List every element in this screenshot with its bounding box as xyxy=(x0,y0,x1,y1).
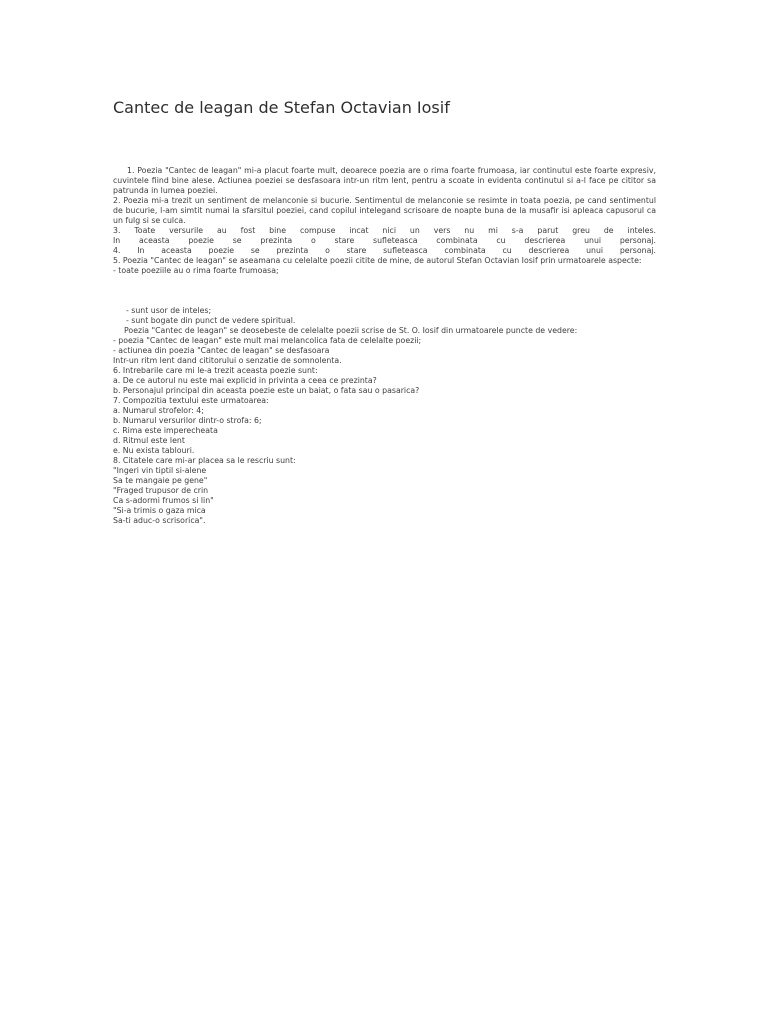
quote-line-4: Ca s-adormi frumos si lin" xyxy=(113,496,214,505)
composition-b: b. Numarul versurilor dintr-o strofa: 6; xyxy=(113,416,262,425)
difference-item-1: - poezia "Cantec de leagan" este mult mai melancolica fata de celelalte poezii; xyxy=(113,336,422,345)
composition-c: c. Rima este imperecheata xyxy=(113,426,218,435)
question-b: b. Personajul principal din aceasta poezie este un baiat, o fata sau o pasarica? xyxy=(113,386,420,395)
aspect-item-2: - sunt usor de inteles; xyxy=(126,306,212,315)
paragraph-3: 3. Toate versurile au fost bine compuse incat nici un vers nu mi s-a parut greu de inteles. xyxy=(113,226,656,235)
quote-line-1: "Ingeri vin tiptil si-alene xyxy=(113,466,207,475)
quote-line-5: "Si-a trimis o gaza mica xyxy=(113,506,206,515)
difference-item-3: Intr-un ritm lent dand cititorului o senzatie de somnolenta. xyxy=(113,356,342,365)
aspect-item-3: - sunt bogate din punct de vedere spiritual. xyxy=(126,316,296,325)
paragraph-7: 7. Compozitia textului este urmatoarea: xyxy=(113,396,269,405)
paragraph-4: 4. In aceasta poezie se prezinta o stare sufleteasca combinata cu descrierea unui personaj. xyxy=(113,246,656,255)
quote-line-3: "Fraged trupusor de crin xyxy=(113,486,209,495)
aspect-item-1: - toate poeziile au o rima foarte frumoasa; xyxy=(113,266,279,275)
quote-line-6: Sa-ti aduc-o scrisorica". xyxy=(113,516,206,525)
difference-intro: Poezia "Cantec de leagan" se deosebeste de celelalte poezii scrise de St. O. Iosif din urmatoarele puncte de vedere: xyxy=(124,326,578,335)
quote-line-2: Sa te mangaie pe gene" xyxy=(113,476,208,485)
paragraph-8: 8. Citatele care mi-ar placea sa le rescriu sunt: xyxy=(113,456,296,465)
composition-e: e. Nu exista tablouri. xyxy=(113,446,195,455)
paragraph-6: 6. Intrebarile care mi le-a trezit aceasta poezie sunt: xyxy=(113,366,318,375)
paragraph-2: 2. Poezia mi-a trezit un sentiment de melanconie si bucurie. Sentimentul de melanconie se resimte in toata poezia, pe cand sentimentul de bucurie, l-am simtit numai la sfarsitul poeziei, cand copilul intelegand scrisoare de noapte buna de la musafir isi apleaca capusorul ca un fulg si se culca. xyxy=(113,196,656,225)
difference-item-2: - actiunea din poezia "Cantec de leagan" se desfasoara xyxy=(113,346,330,355)
paragraph-3b: In aceasta poezie se prezinta o stare sufleteasca combinata cu descrierea unui personaj. xyxy=(113,236,656,245)
spacer xyxy=(113,276,656,306)
document-body xyxy=(113,166,656,526)
composition-d: d. Ritmul este lent xyxy=(113,436,185,445)
question-a: a. De ce autorul nu este mai explicid in privinta a ceea ce prezinta? xyxy=(113,376,377,385)
composition-a: a. Numarul strofelor: 4; xyxy=(113,406,204,415)
document-title: Cantec de leagan de Stefan Octavian Iosif xyxy=(113,98,450,117)
paragraph-1: 1. Poezia "Cantec de leagan" mi-a placut foarte mult, deoarece poezia are o rima foarte frumoasa, iar continutul este foarte expresiv, cuvintele fiind bine alese. Actiunea poeziei se desfasoara intr-un ritm lent, pentru a scoate in evidenta continutul si a-l face pe cititor sa patrunda in lumea poeziei. xyxy=(113,166,656,195)
paragraph-5: 5. Poezia "Cantec de leagan" se aseamana cu celelalte poezii citite de mine, de autorul Stefan Octavian Iosif prin urmatoarele aspecte: xyxy=(113,256,642,265)
